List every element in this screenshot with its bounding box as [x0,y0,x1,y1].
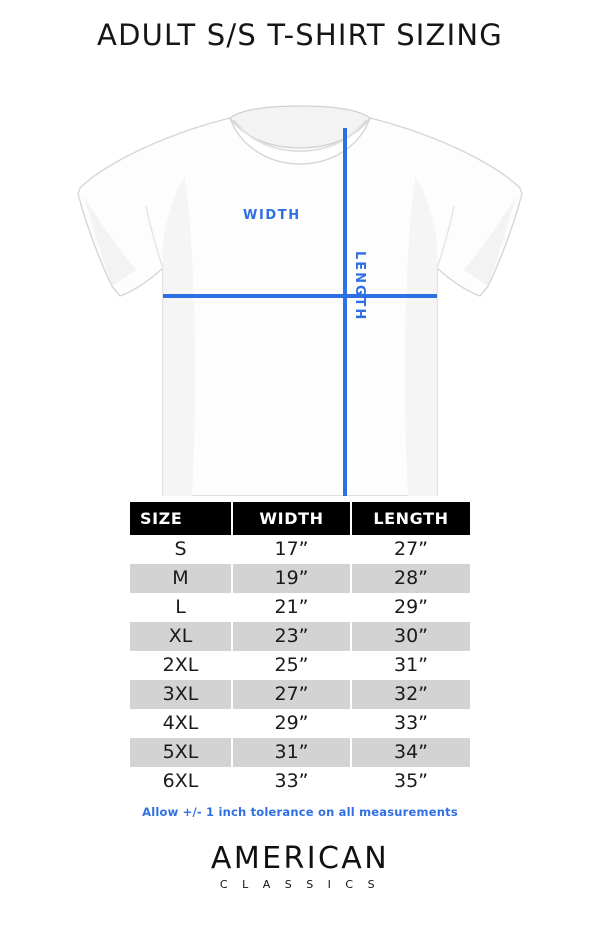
cell-width: 33” [232,767,351,796]
brand-subtitle: C L A S S I C S [219,878,381,891]
width-label: WIDTH [243,208,301,223]
table-row [130,738,470,767]
length-label: LENGTH [352,251,367,322]
cell-length: 29” [351,593,470,622]
tolerance-note: Allow +/- 1 inch tolerance on all measurements [142,805,458,819]
table-row [130,593,470,622]
header-length: LENGTH [351,502,470,535]
header-size: SIZE [130,502,232,535]
cell-length: 31” [351,651,470,680]
size-table-container [130,502,470,819]
cell-size: XL [130,622,232,651]
table-row [130,767,470,796]
cell-width: 21” [232,593,351,622]
cell-length: 34” [351,738,470,767]
cell-length: 33” [351,709,470,738]
tshirt-illustration [0,56,600,496]
cell-width: 31” [232,738,351,767]
cell-size: 3XL [130,680,232,709]
cell-width: 25” [232,651,351,680]
cell-size: 2XL [130,651,232,680]
cell-size: 5XL [130,738,232,767]
table-header-row [130,502,470,535]
cell-length: 28” [351,564,470,593]
table-row [130,680,470,709]
cell-size: S [130,535,232,564]
table-row [130,709,470,738]
cell-width: 17” [232,535,351,564]
cell-width: 27” [232,680,351,709]
tshirt-graphic [0,56,600,496]
header-width: WIDTH [232,502,351,535]
cell-length: 27” [351,535,470,564]
cell-size: L [130,593,232,622]
cell-length: 35” [351,767,470,796]
table-row [130,622,470,651]
cell-width: 19” [232,564,351,593]
table-row [130,535,470,564]
cell-width: 23” [232,622,351,651]
cell-length: 32” [351,680,470,709]
table-row [130,651,470,680]
cell-size: 4XL [130,709,232,738]
cell-size: 6XL [130,767,232,796]
brand-footer [211,841,389,891]
brand-name: AMERICAN [210,841,390,876]
cell-size: M [130,564,232,593]
cell-width: 29” [232,709,351,738]
table-row [130,564,470,593]
page-title: ADULT S/S T-SHIRT SIZING [97,18,503,52]
size-table [130,502,470,796]
cell-length: 30” [351,622,470,651]
